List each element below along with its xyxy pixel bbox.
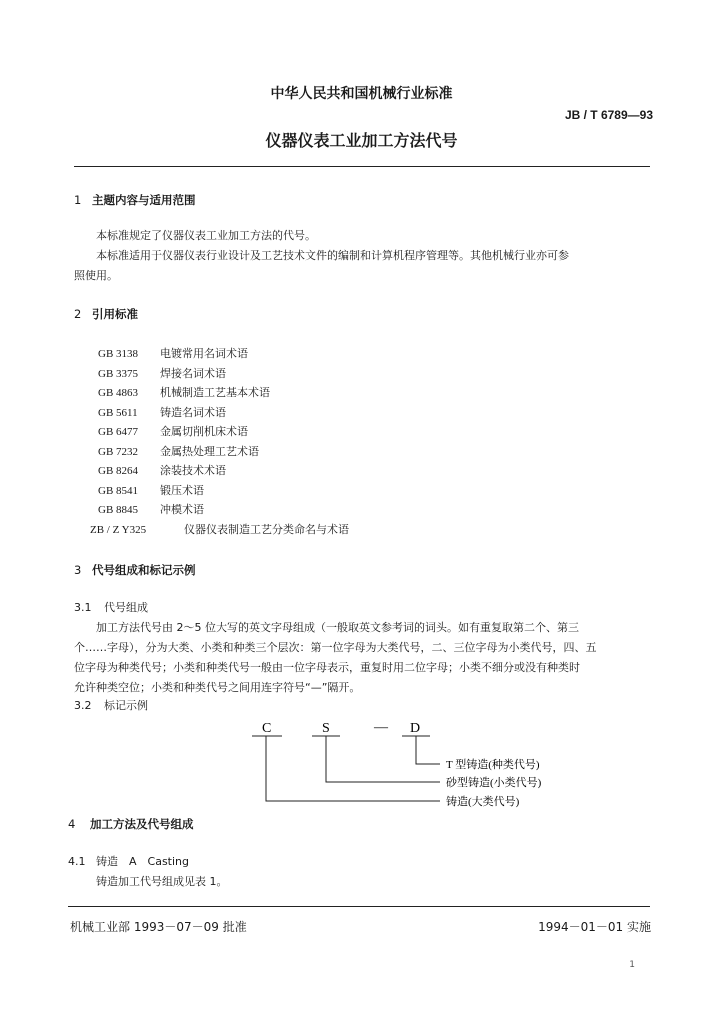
section-1-heading	[74, 192, 196, 208]
reference-item	[98, 500, 349, 520]
code-marking-diagram	[240, 712, 600, 816]
section-number: 1	[74, 193, 82, 207]
reference-item	[98, 442, 349, 462]
ref-name: 机械制造工艺基本术语	[160, 386, 270, 399]
approval-date: 机械工业部 1993－07－09 批准	[70, 920, 247, 934]
paragraph: 铸造加工代号组成见表 1。	[96, 875, 228, 888]
ref-name: 仪器仪表制造工艺分类命名与术语	[184, 522, 349, 536]
paragraph: 个……字母），分为大类、小类和种类三个层次：第一位字母为大类代号，二、三位字母为小类代号，四、五	[74, 641, 597, 654]
ref-code: GB 8845	[98, 504, 139, 516]
document-title: 仪器仪表工业加工方法代号	[265, 131, 458, 150]
standard-number: JB / T 6789—93	[564, 108, 653, 122]
ref-code: GB 3138	[98, 348, 139, 360]
kind-leader-line	[416, 736, 440, 764]
major-class-letter: C	[262, 721, 272, 736]
reference-item	[98, 383, 349, 403]
section-number: 4.1	[68, 855, 86, 868]
ref-name: 金属切削机床术语	[160, 425, 248, 438]
hyphen-mark: —	[374, 720, 388, 735]
section-number: 3	[74, 563, 82, 577]
paragraph: 加工方法代号由 2～5 位大写的英文字母组成（一般取英文参考词的词头。如有重复取第二个、第三	[96, 621, 579, 634]
ref-name: 焊接名词术语	[160, 366, 226, 380]
section-2-heading	[74, 306, 138, 322]
ref-name: 金属热处理工艺术语	[160, 444, 259, 458]
ref-name: 锻压术语	[160, 483, 204, 497]
ref-name: 铸造名词术语	[160, 405, 226, 419]
reference-item	[98, 461, 349, 481]
reference-item	[98, 422, 349, 442]
paragraph: 本标准规定了仪器仪表工业加工方法的代号。	[96, 229, 316, 242]
major-label: 铸造(大类代号)	[446, 796, 520, 808]
ref-name: 冲模术语	[160, 503, 204, 516]
reference-item	[98, 481, 349, 501]
ref-code: GB 7232	[98, 445, 139, 458]
minor-label: 砂型铸造(小类代号)	[446, 777, 542, 789]
ref-code: GB 8541	[98, 484, 139, 497]
section-4-heading	[68, 816, 194, 832]
ref-code: GB 5611	[98, 406, 138, 419]
section-number: 3.1	[74, 601, 92, 614]
section-title: 代号组成和标记示例	[92, 563, 196, 577]
kind-letter: D	[410, 721, 421, 736]
org-title: 中华人民共和国机械行业标准	[270, 86, 453, 102]
ref-name: 电镀常用名词术语	[160, 347, 248, 360]
section-title: 主题内容与适用范围	[92, 193, 196, 207]
header-rule	[74, 166, 650, 167]
minor-class-letter: S	[322, 721, 330, 736]
kind-label: T 型铸造(种类代号)	[446, 759, 540, 771]
ref-code: GB 4863	[98, 387, 139, 399]
reference-item	[90, 520, 349, 540]
ref-code: GB 8264	[98, 465, 139, 477]
reference-item	[98, 364, 349, 384]
section-number: 3.2	[74, 699, 92, 712]
section-title: 引用标准	[92, 307, 138, 321]
section-number: 2	[74, 307, 82, 321]
paragraph: 照使用。	[74, 269, 118, 282]
ref-code: ZB / Z Y325	[90, 523, 147, 536]
page-number: 1	[629, 960, 635, 970]
section-number: 4	[68, 817, 76, 831]
major-leader-line	[266, 736, 440, 801]
section-title: 代号组成	[104, 601, 148, 614]
paragraph: 允许种类空位；小类和种类代号之间用连字符号“—”隔开。	[74, 681, 361, 694]
section-title: 标记示例	[104, 699, 148, 712]
section-title: 铸造 A Casting	[96, 855, 190, 868]
subsection-4-1-heading	[68, 852, 189, 872]
footer-rule	[68, 906, 650, 907]
reference-list	[90, 344, 349, 539]
paragraph: 本标准适用于仪器仪表行业设计及工艺技术文件的编制和计算机程序管理等。其他机械行业亦可参	[96, 249, 569, 262]
effective-date: 1994－01－01 实施	[538, 920, 651, 934]
minor-leader-line	[326, 736, 440, 782]
reference-item	[98, 344, 349, 364]
section-3-heading	[74, 562, 196, 578]
subsection-3-1-heading	[74, 598, 148, 618]
reference-item	[98, 403, 349, 423]
ref-code: GB 6477	[98, 426, 139, 438]
paragraph: 位字母为种类代号；小类和种类代号一般由一位字母表示，重复时用二位字母；小类不细分或没有种类时	[74, 661, 580, 674]
section-title: 加工方法及代号组成	[90, 817, 194, 831]
ref-name: 涂装技术术语	[160, 464, 226, 477]
ref-code: GB 3375	[98, 367, 139, 380]
subsection-3-2-heading	[74, 696, 148, 716]
